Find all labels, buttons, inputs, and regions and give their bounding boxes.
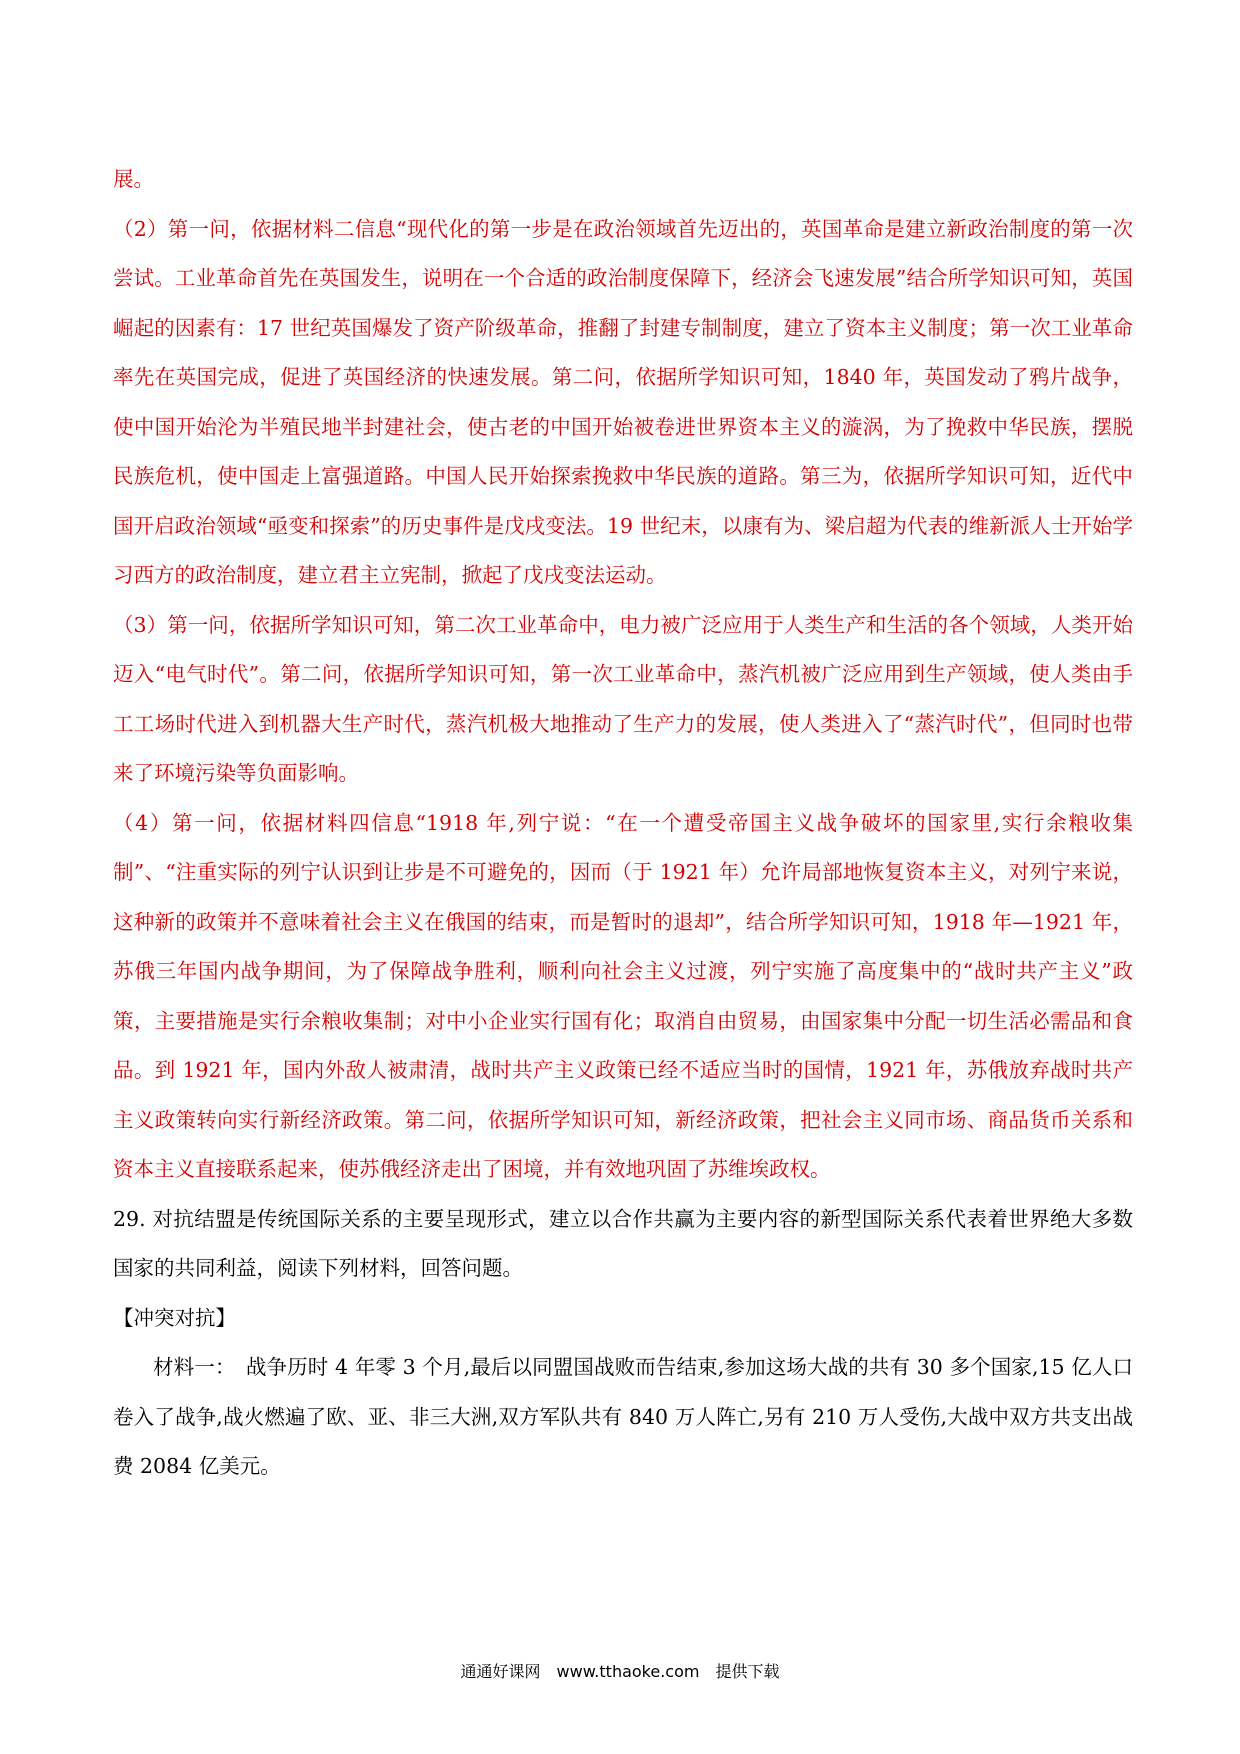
document-body bbox=[113, 155, 1133, 1492]
question-29: 29. 对抗结盟是传统国际关系的主要呈现形式，建立以合作共赢为主要内容的新型国际关系代表着世界绝大多数国家的共同利益，阅读下列材料，回答问题。 bbox=[113, 1206, 1133, 1280]
answer-continuation: 展。 bbox=[113, 167, 154, 191]
answer-part-4: （4）第一问，依据材料四信息“1918 年,列宁说：“在一个遭受帝国主义战争破坏的国家里,实行余粮收集制”、“注重实际的列宁认识到让步是不可避免的，因而（于 1921 年）允许局部地恢复资本主义，对列宁来说，这种新的政策并不意味着社会主义在俄国的结束，而是暂时的退却”，结合所学知识可知，1918 年—1921 年，苏俄三年国内战争期间，为了保障战争胜利，顺利向社会主义过渡，列宁实施了高度集中的“战时共产主义”政策，主要措施是实行余粮收集制；对中小企业实行国有化；取消自由贸易，由国家集中分配一切生活必需品和食品。到 1921 年，国内外敌人被肃清，战时共产主义政策已经不适应当时的国情，1921 年，苏俄放弃战时共产主义政策转向实行新经济政策。第二问，依据所学知识可知，新经济政策，把社会主义同市场、商品货币关系和资本主义直接联系起来，使苏俄经济走出了困境，并有效地巩固了苏维埃政权。 bbox=[113, 810, 1133, 1181]
answer-part-2: （2）第一问，依据材料二信息“现代化的第一步是在政治领域首先迈出的，英国革命是建立新政治制度的第一次尝试。工业革命首先在英国发生，说明在一个合适的政治制度保障下，经济会飞速发展”结合所学知识可知，英国崛起的因素有：17 世纪英国爆发了资产阶级革命，推翻了封建专制制度，建立了资本主义制度；第一次工业革命率先在英国完成，促进了英国经济的快速发展。第二问，依据所学知识可知，1840 年，英国发动了鸦片战争，使中国开始沦为半殖民地半封建社会，使古老的中国开始被卷进世界资本主义的漩涡，为了挽救中华民族，摆脱民族危机，使中国走上富强道路。中国人民开始探索挽救中华民族的道路。第三为，依据所学知识可知，近代中国开启政治领域“亟变和探索”的历史事件是戊戌变法。19 世纪末，以康有为、梁启超为代表的维新派人士开始学习西方的政治制度，建立君主立宪制，掀起了戊戌变法运动。 bbox=[113, 216, 1133, 587]
section-title: 【冲突对抗】 bbox=[113, 1305, 236, 1330]
page-footer: 通通好课网 www.tthaoke.com 提供下载 bbox=[460, 1662, 780, 1681]
answer-part-3: （3）第一问，依据所学知识可知，第二次工业革命中，电力被广泛应用于人类生产和生活的各个领域，人类开始迈入“电气时代”。第二问，依据所学知识可知，第一次工业革命中，蒸汽机被广泛应用到生产领域，使人类由手工工场时代进入到机器大生产时代，蒸汽机极大地推动了生产力的发展，使人类进入了“蒸汽时代”，但同时也带来了环境污染等负面影响。 bbox=[113, 612, 1133, 785]
material-1: 材料一： 战争历时 4 年零 3 个月,最后以同盟国战败而告结束,参加这场大战的共有 30 多个国家,15 亿人口卷入了战争,战火燃遍了欧、亚、非三大洲,双方军队共有 840 万人阵亡,另有 210 万人受伤,大战中双方共支出战费 2084 亿美元。 bbox=[113, 1355, 1133, 1478]
